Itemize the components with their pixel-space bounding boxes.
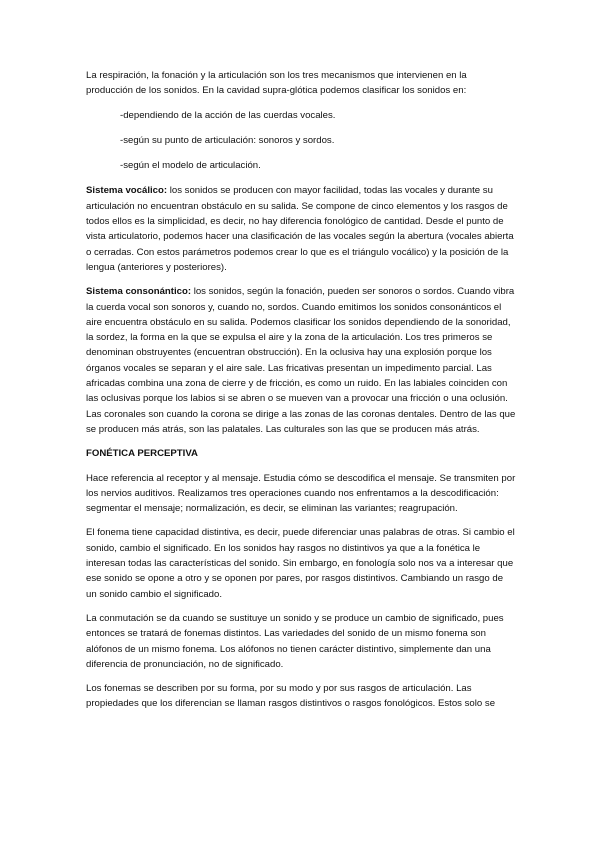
consonant-system-title: Sistema consonántico: <box>86 286 192 298</box>
phoneme-paragraph: El fonema tiene capacidad distintiva, es decir, puede diferenciar unas palabras de otras. Si cambio el sonido, cambio el significado. En los sonidos hay rasgos no distintivos ya que a la fonética le interesan todas las características del sonido. Sin embargo, en fonología solo nos va a interesar que ese sonido se opone a otro y se oponen por pares, por rasgos distintivos. Cambiando un rasgo de un sonido cambio el significado. <box>86 527 515 600</box>
vocalic-system-title: Sistema vocálico: <box>86 185 168 197</box>
intro-paragraph: La respiración, la fonación y la articulación son los tres mecanismos que intervienen en la producción de los sonidos. En la cavidad supra-glótica podemos clasificar los sonidos en: <box>86 70 467 97</box>
vocalic-system-text: los sonidos se producen con mayor facilidad, todas las vocales y durante su articulación no encuentran obstáculo en su salida. Se compone de cinco elementos y los rasgos de todos ellos es la simplicidad, es decir, no hay diferencia fonológico de cantidad. Desde el punto de vista articulatorio, podemos hacer una clasificación de las vocales según la abertura (vocales abierta o cerradas. Con estos parámetros podemos crear lo que es el triángulo vocálico) y la posición de la lengua (anteriores y posteriores). <box>86 185 514 273</box>
list-item: -según el modelo de articulación. <box>120 160 261 172</box>
consonant-system-paragraph <box>86 284 516 437</box>
phoneme-description-paragraph: Los fonemas se describen por su forma, por su modo y por sus rasgos de articulación. Las propiedades que los diferencian se llaman rasgos distintivos o rasgos fonológicos. Estos solo se <box>86 683 496 710</box>
classification-list <box>86 108 516 174</box>
receptor-paragraph: Hace referencia al receptor y al mensaje. Estudia cómo se descodifica el mensaje. Se transmiten por los nervios auditivos. Realizamos tres operaciones cuando nos enfrentamos a la descodificación: segmentar el mensaje; normalización, es decir, se eliminan las variantes; reagrupación. <box>86 472 516 515</box>
document-page <box>86 68 516 721</box>
list-item: -dependiendo de la acción de las cuerdas vocales. <box>120 109 336 121</box>
list-item: -según su punto de articulación: sonoros y sordos. <box>120 134 335 146</box>
commutation-paragraph: La conmutación se da cuando se sustituye un sonido y se produce un cambio de significado, pues entonces se tratará de fonemas distintos. Las variedades del sonido de un mismo fonema son alófonos de un mismo fonema. Los alófonos no tienen carácter distintivo, simplemente dan una diferencia de pronunciación, no de significado. <box>86 612 504 670</box>
vocalic-system-paragraph <box>86 183 516 275</box>
section-heading: FONÉTICA PERCEPTIVA <box>86 448 198 460</box>
consonant-system-text: los sonidos, según la fonación, pueden ser sonoros o sordos. Cuando vibra la cuerda vocal son sonoros y, cuando no, sordos. Cuando emitimos los sonidos consonánticos el aire encuentra obstáculo en su salida. Podemos clasificar los sonidos dependiendo de la sonoridad, la sordez, la forma en la que se expulsa el aire y la zona de la articulación. Los tres primeros se denominan obstruyentes (encuentran obstrucción). En la oclusiva hay una explosión porque los órganos vocales se separan y el aire sale. Las fricativas presentan un impedimento parcial. Las africadas combina una zona de cierre y de fricción, es como un ruido. En las labiales coinciden con las oclusivas porque los labios si se abren o se mueven van a provocar una fricción o una oclusión. Las coronales son cuando la corona se dirige a las zonas de las coronas dentales. Dentro de las que se producen más atrás, son las palatales. Las culturales son las que se producen más atrás. <box>86 286 516 435</box>
